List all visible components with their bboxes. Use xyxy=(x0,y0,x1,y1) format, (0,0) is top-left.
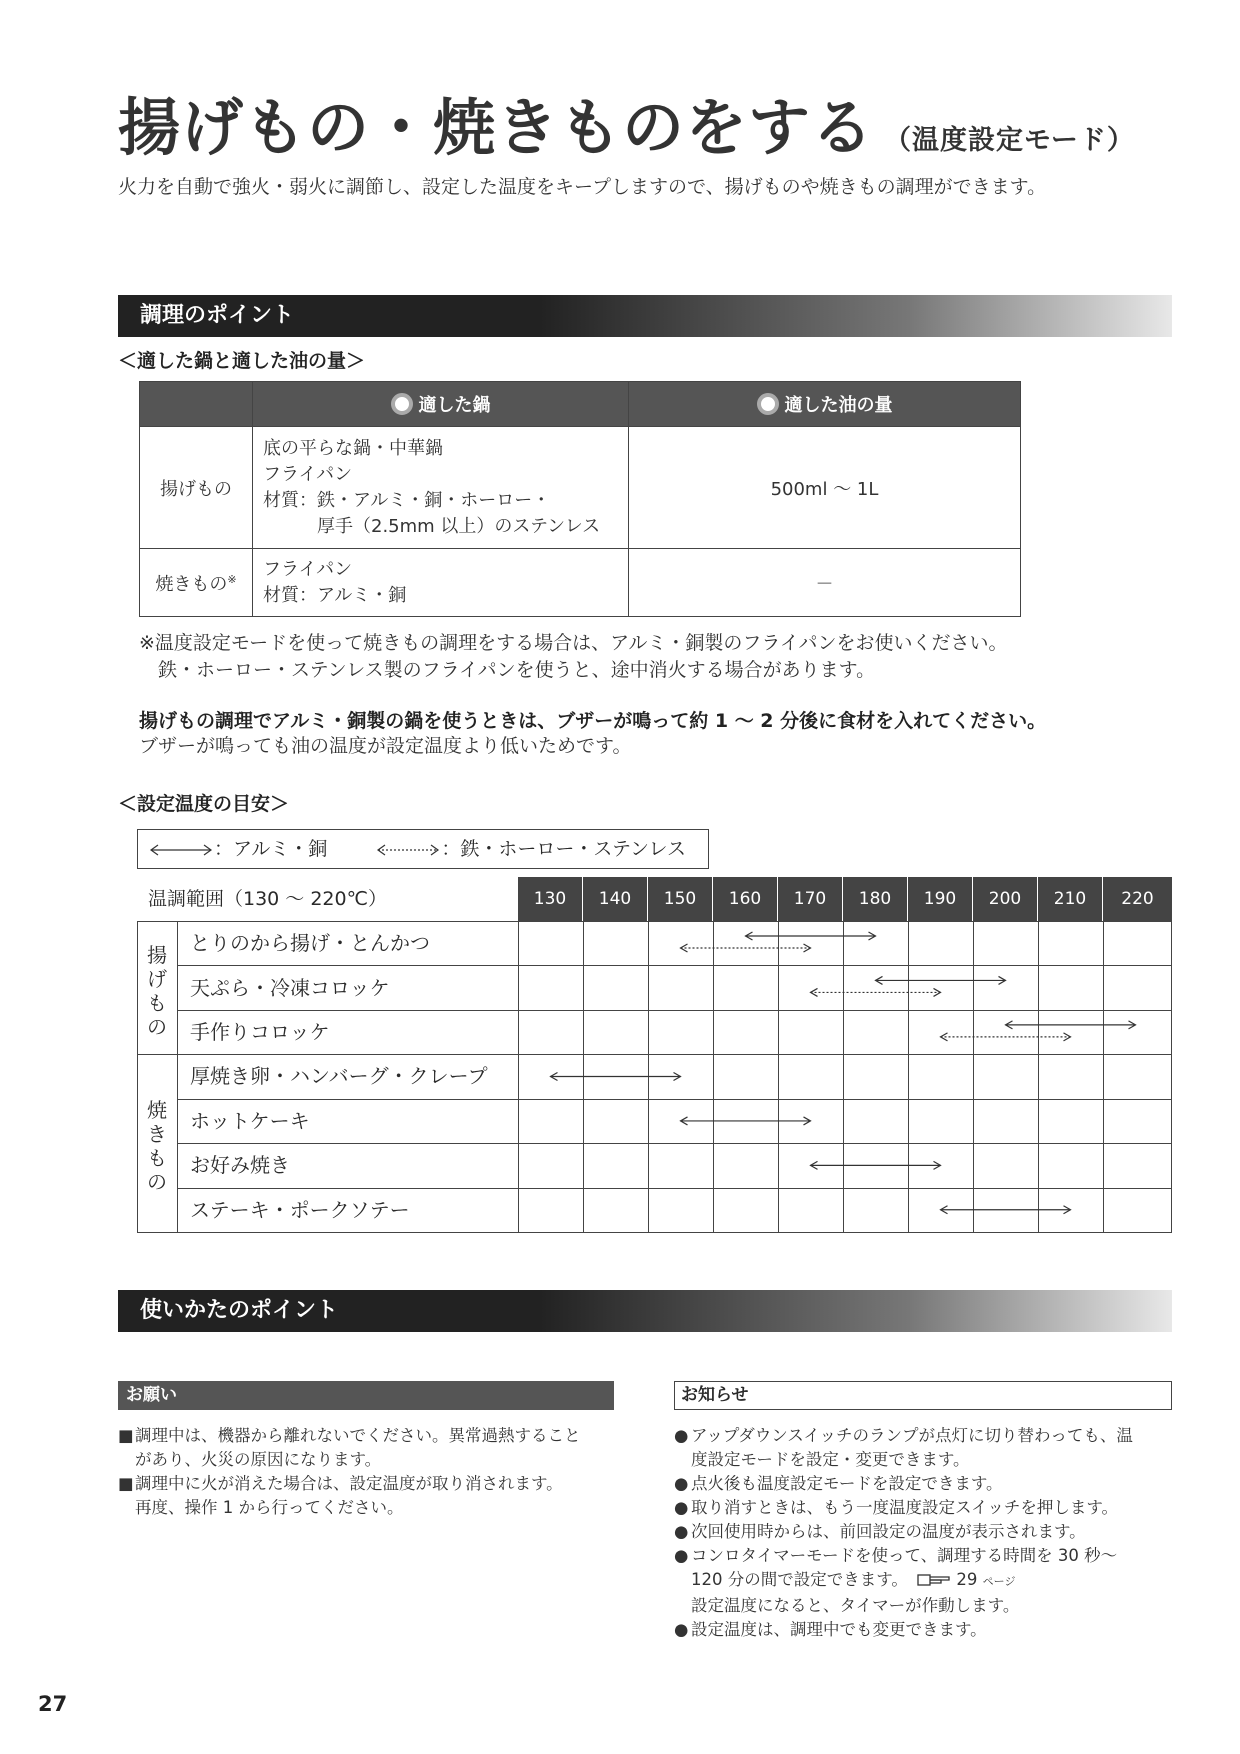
row-label-croquette: 手作りコロッケ xyxy=(190,1020,330,1044)
range-label: 温調範囲（130 ～ 220℃） xyxy=(148,888,387,910)
request-box-title: お願い xyxy=(118,1381,614,1410)
range-arrow-dotted xyxy=(811,988,941,996)
list-item: ● アップダウンスイッチのランプが点灯に切り替わっても、温 xyxy=(674,1426,1133,1445)
notice-box-title: お知らせ xyxy=(674,1381,1172,1410)
row-label-karaage: とりのから揚げ・とんかつ xyxy=(190,931,430,955)
list-item: ● 設定温度は、調理中でも変更できます。 xyxy=(674,1620,987,1639)
list-item: ● 点火後も温度設定モードを設定できます。 xyxy=(674,1474,1003,1493)
row-label: 揚げもの xyxy=(140,427,253,549)
temp-guide-heading: ＜設定温度の目安＞ xyxy=(118,793,290,815)
section-header-usage: 使いかたのポイント xyxy=(118,1290,1172,1332)
row-label-steak: ステーキ・ポークソテー xyxy=(190,1198,410,1222)
group-label-grilled: 焼 き も の xyxy=(147,1098,167,1194)
range-arrow-solid xyxy=(941,1206,1071,1214)
notice-list: ● アップダウンスイッチのランプが点灯に切り替わっても、温 度設定モードを設定・変更できます。 ● 点火後も温度設定モードを設定できます。 ● 取り消すときは、もう一度温度設定スイッチを押します。 ● 次回使用時からは、前回設定の温度が表示されます。 ● コンロタイマーモードを使って、調理する時間を 30 秒～ 120 分の間で設定できます。 29 ページ 設定温度になると、タイマーが作動します。 ● 設定温度は、調理中でも変更できます。 xyxy=(674,1424,1133,1642)
list-item: ● 取り消すときは、もう一度温度設定スイッチを押します。 xyxy=(674,1498,1119,1517)
range-arrow-solid xyxy=(1006,1021,1136,1029)
temp-header-210: 210 xyxy=(1038,877,1103,921)
range-arrow-dotted xyxy=(681,944,811,952)
pan-cell: 底の平らな鍋・中華鍋 フライパン 材質：鉄・アルミ・銅・ホーロー・ 厚手（2.5mm 以上）のステンレス xyxy=(253,427,629,549)
temp-header-180: 180 xyxy=(843,877,908,921)
temp-header-130: 130 xyxy=(518,877,583,921)
warning-note: 揚げもの調理でアルミ・銅製の鍋を使うときは、ブザーが鳴って約 1 ～ 2 分後に食材を入れてください。 xyxy=(139,710,1047,732)
temp-header-170: 170 xyxy=(778,877,843,921)
temp-header-150: 150 xyxy=(648,877,713,921)
range-arrow-solid xyxy=(811,1161,941,1169)
ref-page-number: 29 xyxy=(956,1570,978,1589)
section-header-cooking: 調理のポイント xyxy=(118,295,1172,337)
list-item: ● 次回使用時からは、前回設定の温度が表示されます。 xyxy=(674,1522,1086,1541)
temp-header-200: 200 xyxy=(973,877,1038,921)
row-label-tamagoyaki: 厚焼き卵・ハンバーグ・クレープ xyxy=(190,1064,488,1088)
footnote: ※温度設定モードを使って焼きもの調理をする場合は、アルミ・銅製のフライパンをお使いください。 鉄・ホーロー・ステンレス製のフライパンを使うと、途中消火する場合があります。 xyxy=(139,632,1008,681)
warning-note-sub: ブザーが鳴っても油の温度が設定温度より低いためです。 xyxy=(139,735,632,757)
range-arrow-solid xyxy=(551,1073,681,1081)
request-list: ■調理中は、機器から離れないでください。異常過熱すること があり、火災の原因になります。 ■調理中に火が消えた場合は、設定温度が取り消されます。 再度、操作 1 から行ってください。 xyxy=(118,1426,581,1517)
range-arrow-solid xyxy=(876,976,1006,984)
temp-header-220: 220 xyxy=(1103,877,1172,921)
page-title-sub: （温度設定モード） xyxy=(884,125,1135,156)
oil-cell: 500ml ～ 1L xyxy=(629,427,1021,549)
range-arrow-solid xyxy=(681,1117,811,1125)
row-label-hotcake: ホットケーキ xyxy=(190,1109,310,1133)
legend-dotted-label: ：鉄・ホーロー・ステンレス xyxy=(441,838,686,860)
range-arrow-dotted xyxy=(941,1033,1071,1041)
list-item: ● コンロタイマーモードを使って、調理する時間を 30 秒～ xyxy=(674,1546,1118,1565)
pan-table-heading: ＜適した鍋と適した油の量＞ xyxy=(118,350,366,372)
list-item: ■調理中に火が消えた場合は、設定温度が取り消されます。 xyxy=(118,1474,563,1493)
pointing-hand-icon xyxy=(917,1571,951,1587)
range-arrow-solid xyxy=(746,932,876,940)
legend-solid-label: ：アルミ・銅 xyxy=(214,838,328,860)
pan-col-header: 適した鍋 xyxy=(253,382,629,427)
row-label-okonomiyaki: お好み焼き xyxy=(190,1153,290,1177)
temp-header-190: 190 xyxy=(908,877,973,921)
list-item: ■調理中は、機器から離れないでください。異常過熱すること xyxy=(118,1426,581,1445)
row-label: 焼きもの※ xyxy=(140,549,253,617)
list-item-cont: 120 分の間で設定できます。 29 ページ xyxy=(691,1570,1016,1589)
ref-page-suffix: ページ xyxy=(982,1575,1016,1588)
oil-cell: － xyxy=(629,549,1021,617)
oil-col-header: 適した油の量 xyxy=(629,382,1021,427)
pan-cell: フライパン 材質：アルミ・銅 xyxy=(253,549,629,617)
group-label-fried: 揚 げ も の xyxy=(147,943,167,1039)
temp-header-140: 140 xyxy=(583,877,648,921)
page-title-main: 揚げもの・焼きものをする xyxy=(118,91,875,164)
temp-header-160: 160 xyxy=(713,877,778,921)
page-number: 27 xyxy=(38,1692,68,1716)
row-label-tempura: 天ぷら・冷凍コロッケ xyxy=(190,976,390,1000)
intro-text: 火力を自動で強火・弱火に調節し、設定した温度をキープしますので、揚げものや焼きもの調理ができます。 xyxy=(118,176,1047,198)
